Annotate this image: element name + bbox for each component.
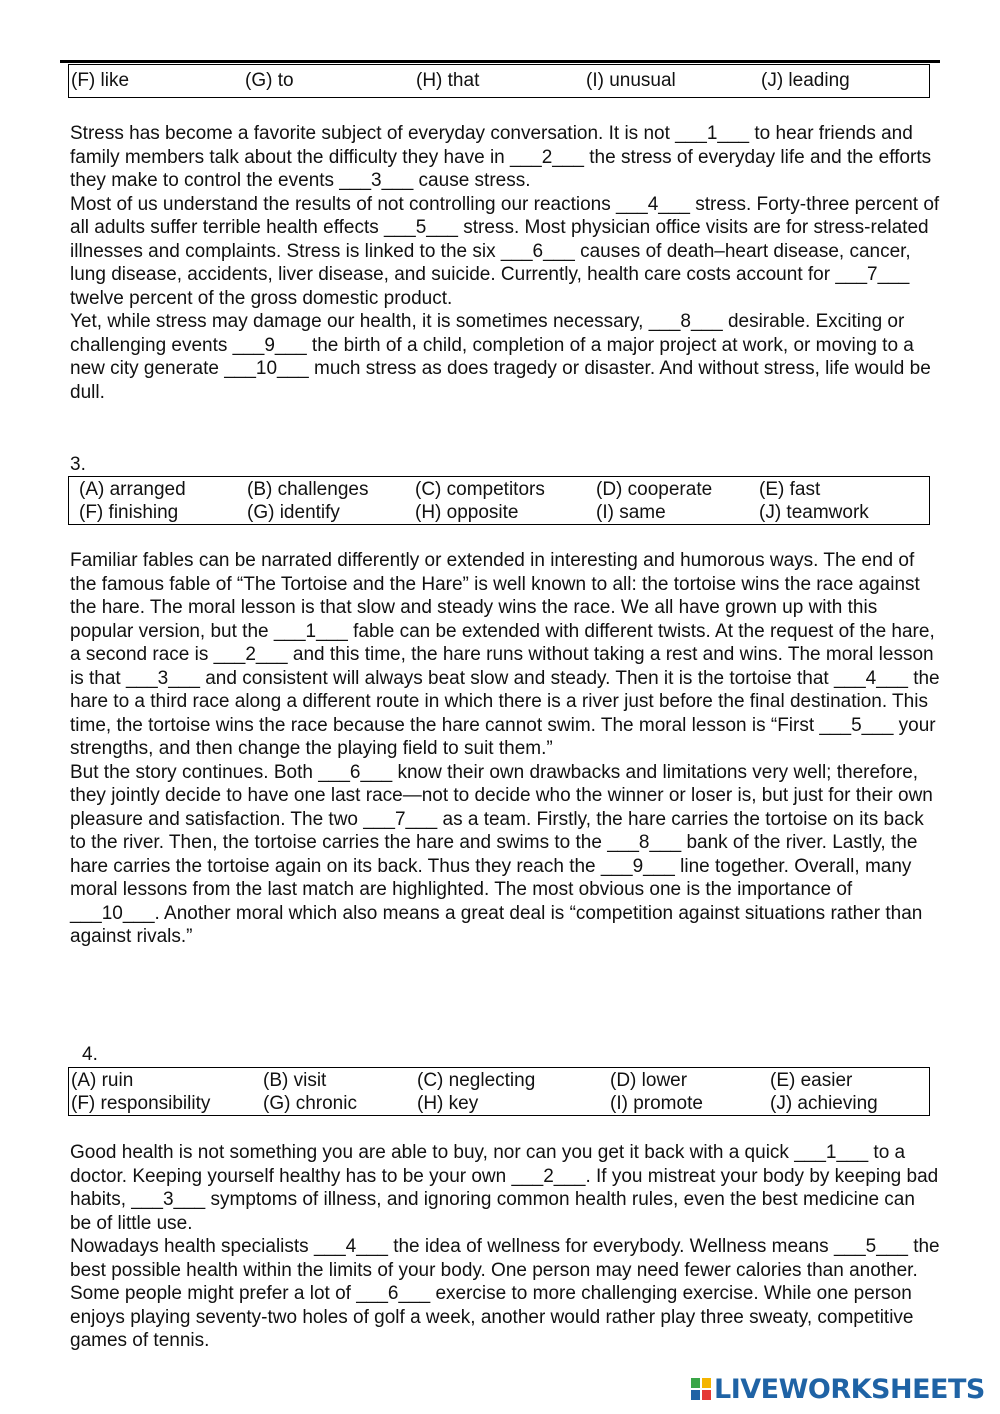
word-box-row: [69, 1092, 929, 1115]
word-box-row: [69, 501, 929, 524]
word-option: (E) easier: [770, 1070, 853, 1091]
passage-paragraph: Nowadays health specialists ___4___ the idea of wellness for everybody. Wellness means ___5___ the best possible health within the limits of your body. One person may need fewer calories than another. Some people might prefer a lot of ___6___ exercise to more challenging exercise. While one person enjoys playing seventy-two holes of golf a week, another would rather play three sweaty, competitive games of tennis.: [70, 1236, 940, 1351]
word-option: (J) leading: [761, 70, 850, 91]
word-box-1: [68, 64, 930, 98]
word-option: (F) like: [71, 70, 130, 91]
word-option: (C) competitors: [415, 479, 545, 500]
passage-1: [70, 122, 940, 404]
passage-paragraph: Familiar fables can be narrated differently or extended in interesting and humorous ways. The end of the famous fable of “The Tortoise and the Hare” is well known to all: the tortoise wins the race against the hare. The moral lesson is that slow and steady wins the race. We all have grown up with this popular version, but the ___1___ fable can be extended with different twists. At the request of the hare, a second race is ___2___ and this time, the hare runs without taking a rest and wins. The moral lesson is that ___3___ and consistent will always beat slow and steady. Then it is the tortoise that ___4___ the hare to a third race along a different route in which there is a river just before the final destination. This time, the tortoise wins the race because the hare cannot swim. The moral lesson is “First ___5___ your strengths, and then change the playing field to suit them.”: [70, 550, 940, 759]
passage-paragraph: Stress has become a favorite subject of everyday conversation. It is not ___1___ to hear friends and family members talk about the difficulty they have in ___2___ the stress of everyday life and the efforts they make to control the events ___3___ cause stress.: [70, 123, 932, 191]
word-option: (C) neglecting: [417, 1070, 536, 1091]
word-option: (D) lower: [610, 1070, 688, 1091]
word-option: (A) arranged: [79, 479, 186, 500]
word-option: (A) ruin: [71, 1070, 134, 1091]
passage-4: [70, 1141, 940, 1353]
passage-paragraph: But the story continues. Both ___6___ know their own drawbacks and limitations very well; therefore, they jointly decide to have one last race—not to decide who the winner or loser is, but just for their own pleasure and satisfaction. The two ___7___ as a team. Firstly, the hare carries the tortoise on its back to the river. Then, the tortoise carries the hare and swims to the ___8___ bank of the river. Lastly, the hare carries the tortoise again on its back. Thus they reach the ___9___ line together. Overall, many moral lessons from the last match are highlighted. The most obvious one is the importance of ___10___. Another moral which also means a great deal is “competition against situations rather than against rivals.”: [70, 761, 933, 947]
liveworksheets-logo-icon: [690, 1376, 712, 1402]
word-option: (G) identify: [247, 502, 340, 523]
top-divider: [60, 60, 940, 63]
word-option: (J) achieving: [770, 1093, 878, 1114]
word-option: (E) fast: [759, 479, 821, 500]
word-option: (F) finishing: [79, 502, 179, 523]
word-option: (J) teamwork: [759, 502, 869, 523]
word-option: (B) visit: [263, 1070, 327, 1091]
passage-paragraph: Most of us understand the results of not controlling our reactions ___4___ stress. Forty-three percent of all adults suffer terrible health effects ___5___ stress. Most physician office visits are for stress-related illnesses and complaints. Stress is linked to the six ___6___ causes of death–heart disease, cancer, lung disease, accidents, liver disease, and suicide. Currently, health care costs account for ___7___ twelve percent of the gross domestic product.: [70, 193, 940, 309]
word-option: (B) challenges: [247, 479, 369, 500]
word-box-row: [69, 1069, 929, 1092]
word-box-row: [69, 69, 929, 92]
passage-3: [70, 549, 940, 949]
word-option: (H) opposite: [415, 502, 519, 523]
word-option: (G) to: [245, 70, 294, 91]
word-option: (H) that: [416, 70, 480, 91]
word-option: (D) cooperate: [596, 479, 713, 500]
word-option: (H) key: [417, 1093, 479, 1114]
word-option: (F) responsibility: [71, 1093, 211, 1114]
passage-paragraph: Yet, while stress may damage our health, it is sometimes necessary, ___8___ desirable. Exciting or challenging events ___9___ the birth of a child, completion of a major project at work, or moving to a new city generate ___10___ much stress as does tragedy or disaster. And without stress, life would be dull.: [70, 311, 931, 403]
logo-text: LIVEWORKSHEETS: [714, 1373, 985, 1405]
word-box-row: [69, 478, 929, 501]
word-box-3: [68, 476, 930, 525]
word-box-4: [68, 1067, 930, 1116]
word-option: (G) chronic: [263, 1093, 357, 1114]
section-number: 3.: [70, 454, 86, 475]
passage-paragraph: Good health is not something you are able to buy, nor can you get it back with a quick ___1___ to a doctor. Keeping yourself healthy has to be your own ___2___. If you mistreat your body by keeping bad habits, ___3___ symptoms of illness, and ignoring common health rules, even the best medicine can be of little use.: [70, 1142, 939, 1234]
section-number: 4.: [82, 1044, 98, 1065]
word-option: (I) promote: [610, 1093, 703, 1114]
liveworksheets-logo[interactable]: [690, 1372, 985, 1406]
word-option: (I) same: [596, 502, 666, 523]
word-option: (I) unusual: [586, 70, 676, 91]
